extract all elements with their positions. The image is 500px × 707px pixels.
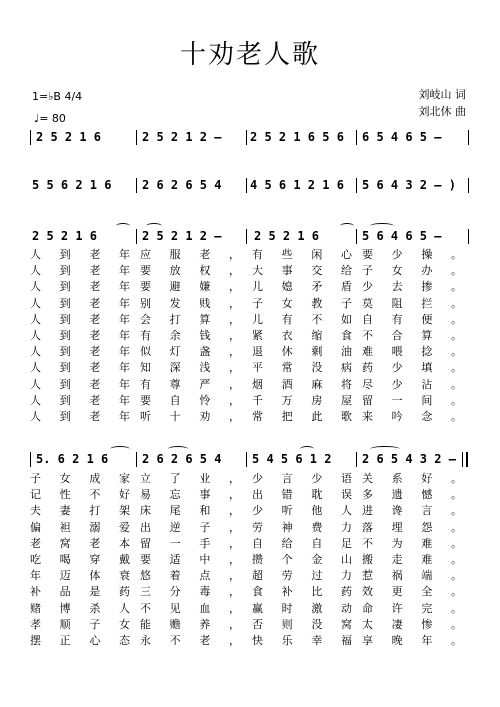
lyric-line: [30, 296, 470, 312]
lyric-segment: 老窝老本: [30, 536, 130, 550]
lyric-segment: 留一手，: [140, 536, 240, 550]
lyric-line: [30, 617, 470, 633]
lyric-segment: 退休剩油: [252, 345, 352, 359]
lyricist-credit: 刘岐山 词: [418, 88, 466, 101]
music-row-4: [30, 452, 470, 468]
lyric-segment: 命许完。: [362, 601, 462, 615]
lyric-line: [30, 409, 470, 425]
lyric-segment: 吃喝穿戴: [30, 552, 130, 566]
lyric-segment: 补品是药: [30, 585, 130, 599]
measure: 2 5 2 1 2 –: [142, 130, 222, 144]
lyric-line: [30, 601, 470, 617]
measure: 2 6 5 4 3 2 –: [362, 452, 456, 466]
lyric-line: [30, 503, 470, 519]
lyric-segment: 三分毒，: [140, 585, 240, 599]
lyric-segment: 别发贱，: [140, 296, 240, 310]
lyric-segment: 多遗憾。: [362, 488, 462, 502]
lyric-segment: 儿媳矛盾: [252, 280, 352, 294]
lyric-segment: 难喂捻。: [362, 345, 462, 359]
lyric-segment: 应服老，: [140, 248, 240, 261]
lyric-segment: 人到老年: [30, 345, 130, 359]
lyric-segment: 似灯盏，: [140, 345, 240, 359]
lyric-segment: 要放权，: [140, 264, 240, 278]
measure: 2 5 2 1 2 –: [142, 229, 222, 243]
lyric-segment: 能赡养，: [140, 617, 240, 631]
lyric-line: [30, 344, 470, 360]
lyric-segment: 有余钱，: [140, 328, 240, 342]
lyric-segment: 关系好。: [362, 472, 462, 485]
measure: 6 5 4 6 5 –: [362, 130, 442, 144]
lyric-segment: 少去掺。: [362, 280, 462, 294]
lyrics-block-b: [30, 471, 470, 649]
lyric-segment: 人到老年: [30, 248, 130, 261]
lyric-line: [30, 393, 470, 409]
lyric-segment: 人到老年: [30, 361, 130, 375]
lyric-line: [30, 568, 470, 584]
lyric-segment: 人到老年: [30, 393, 130, 407]
lyric-segment: 尽少沾。: [362, 377, 462, 391]
measure: 2 5 2 1 6: [254, 229, 320, 243]
lyric-segment: 人到老年: [30, 264, 130, 278]
lyric-segment: 效更全。: [362, 585, 462, 599]
lyric-segment: 易忘事，: [140, 488, 240, 502]
lyric-segment: 留一间。: [362, 393, 462, 407]
lyric-line: [30, 471, 470, 487]
lyric-segment: 药少填。: [362, 361, 462, 375]
measure: 5 5 6 2 1 6: [32, 178, 112, 192]
lyric-segment: 来吟念。: [362, 409, 462, 423]
lyric-segment: 赌博杀人: [30, 601, 130, 615]
lyric-segment: 有尊严，: [140, 377, 240, 391]
lyric-segment: 惹祸端。: [362, 569, 462, 583]
measure: 2 5 2 1 6: [32, 229, 98, 243]
lyric-segment: 听十劝，: [140, 409, 240, 423]
lyric-segment: 快乐幸福: [252, 633, 352, 647]
lyric-segment: 要避嫌，: [140, 280, 240, 294]
measure: 2 5 2 1 6: [36, 130, 102, 144]
measure: 2 6 2 6 5 4: [142, 178, 222, 192]
lyric-line: [30, 377, 470, 393]
measure: 2 6 2 6 5 4: [142, 452, 222, 466]
lyric-segment: 人到老年: [30, 377, 130, 391]
lyric-segment: 攒个金山: [252, 552, 352, 566]
lyric-segment: 超劳过力: [252, 569, 352, 583]
lyric-line: [30, 247, 470, 263]
lyric-segment: 大事交给: [252, 264, 352, 278]
lyric-segment: 永不老，: [140, 633, 240, 647]
lyric-segment: 搬走难。: [362, 552, 462, 566]
lyric-segment: 自给自足: [252, 536, 352, 550]
lyric-segment: 常把此歌: [252, 409, 352, 423]
music-row-1: [30, 130, 470, 146]
lyric-segment: 会打算，: [140, 312, 240, 326]
lyric-segment: 少言少语: [252, 472, 352, 485]
lyric-segment: 孝顺子女: [30, 617, 130, 631]
lyric-segment: 知深浅，: [140, 361, 240, 375]
lyric-line: [30, 552, 470, 568]
lyric-line: [30, 263, 470, 279]
lyric-segment: 人到老年: [30, 296, 130, 310]
lyric-line: [30, 633, 470, 649]
lyric-line: [30, 487, 470, 503]
lyric-segment: 食补比药: [252, 585, 352, 599]
lyric-segment: 摆正心态: [30, 633, 130, 647]
lyric-segment: 儿有不如: [252, 312, 352, 326]
lyric-segment: 子女成家: [30, 472, 130, 485]
measure: 2 5 2 1 6 5 6: [250, 130, 344, 144]
lyric-segment: 享晚年。: [362, 633, 462, 647]
lyric-segment: 要自怜，: [140, 393, 240, 407]
lyric-segment: 偏袒溺爱: [30, 520, 130, 534]
tempo-marking: ♩= 80: [34, 112, 66, 125]
lyric-segment: 人到老年: [30, 280, 130, 294]
credits: [419, 86, 467, 120]
lyric-segment: 人到老年: [30, 328, 130, 342]
lyric-segment: 出逆子，: [140, 520, 240, 534]
lyric-segment: 紧衣缩食: [252, 328, 352, 342]
measure: 5 6 4 6 5 –: [362, 229, 442, 243]
lyric-segment: 不为难。: [362, 536, 462, 550]
lyrics-block-a: [30, 247, 470, 425]
lyric-segment: 夫妻打架: [30, 504, 130, 518]
key-signature: 1=♭B 4/4: [32, 90, 83, 103]
lyric-segment: 平常没病: [252, 361, 352, 375]
lyric-segment: 记性不好: [30, 488, 130, 502]
music-row-2: [30, 178, 470, 194]
lyric-segment: 悠着点，: [140, 569, 240, 583]
lyric-line: [30, 312, 470, 328]
music-row-3: [30, 229, 470, 245]
lyric-segment: 子女教子: [252, 296, 352, 310]
lyric-segment: 太凄惨。: [362, 617, 462, 631]
lyric-line: [30, 328, 470, 344]
lyric-segment: 要适中，: [140, 552, 240, 566]
lyric-segment: 自有便。: [362, 312, 462, 326]
lyric-line: [30, 279, 470, 295]
lyric-segment: 劳神费力: [252, 520, 352, 534]
lyric-segment: 莫阻拦。: [362, 296, 462, 310]
lyric-line: [30, 536, 470, 552]
lyric-line: [30, 584, 470, 600]
lyric-line: [30, 360, 470, 376]
lyric-segment: 床尾和，: [140, 504, 240, 518]
lyric-segment: 赢时激动: [252, 601, 352, 615]
lyric-segment: 年迈体衰: [30, 569, 130, 583]
lyric-segment: 有些闲心: [252, 248, 352, 261]
lyric-segment: 人到老年: [30, 312, 130, 326]
lyric-segment: 进谗言。: [362, 504, 462, 518]
lyric-segment: 少听他人: [252, 504, 352, 518]
song-title: 十劝老人歌: [179, 40, 320, 70]
measure: 5 4 5 6 1 2: [252, 452, 332, 466]
lyric-segment: 人到老年: [30, 409, 130, 423]
lyric-segment: 烟酒麻将: [252, 377, 352, 391]
lyric-segment: 要少操。: [362, 248, 462, 261]
lyric-line: [30, 520, 470, 536]
composer-credit: 刘北休 曲: [418, 105, 466, 118]
measure: 4 5 6 1 2 1 6: [250, 178, 344, 192]
measure: 5 6 4 3 2 – ): [362, 178, 456, 192]
lyric-segment: 出错耽误: [252, 488, 352, 502]
lyric-segment: 不合算。: [362, 328, 462, 342]
lyric-segment: 立了业，: [140, 472, 240, 485]
lyric-segment: 子女办。: [362, 264, 462, 278]
lyric-segment: 否则没窝: [252, 617, 352, 631]
lyric-segment: 落埋怨。: [362, 520, 462, 534]
lyric-segment: 千万房屋: [252, 393, 352, 407]
lyric-segment: 不见血，: [140, 601, 240, 615]
measure: 5. 6 2 1 6: [36, 452, 109, 466]
